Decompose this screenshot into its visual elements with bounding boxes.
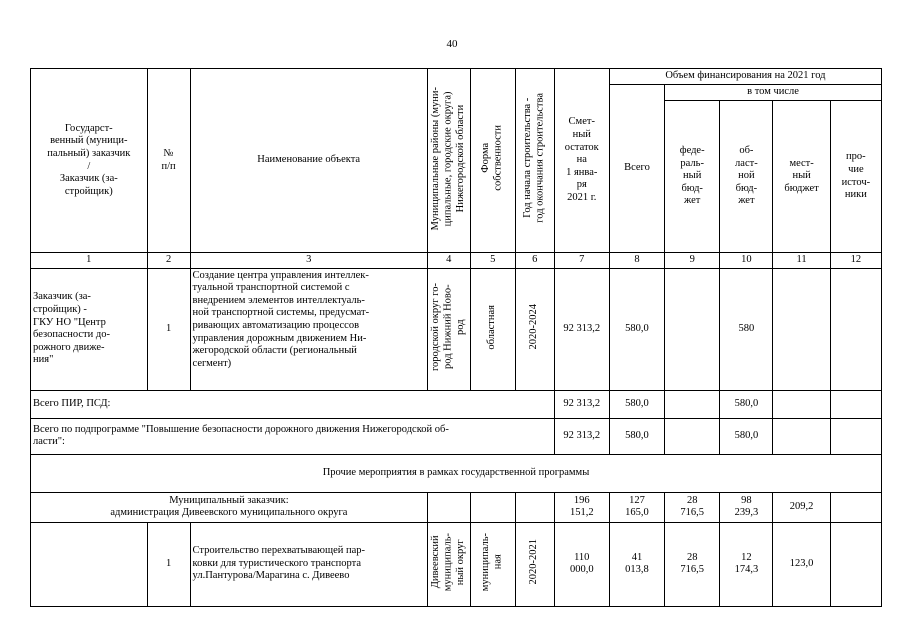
total-pir-balance: 92 313,2 — [554, 390, 609, 418]
total-pir-label: Всего ПИР, ПСД: — [31, 390, 555, 418]
row2-municipality: Дивеевский муниципаль- ный округ — [429, 532, 467, 591]
empty-cell — [427, 492, 470, 522]
empty-cell — [830, 492, 881, 522]
row2-ownership: муниципаль- ная — [480, 532, 504, 591]
row2-balance: 110 000,0 — [554, 522, 609, 606]
total-sub-label: Всего по подпрограмме "Повышение безопасности дорожного движения Нижегородской об- ласти": — [31, 418, 555, 454]
row2-years-cell — [515, 522, 554, 606]
header-financing: Объем финансирования на 2021 год — [609, 69, 881, 85]
row1-local — [773, 268, 830, 390]
row1-object: Создание центра управления интеллек- туальной транспортной системой с внедрением элементов интеллектуаль- ной транспортной системы, предусмат- ривающих автоматизацию процессов управления дорожным движением Ни- жегородской области (региональный сегмент) — [190, 268, 427, 390]
row1-municipality: городской округ го- род Нижний Ново- род — [429, 282, 467, 371]
header-local: мест- ный бюджет — [773, 101, 830, 253]
col-num: 7 — [554, 253, 609, 269]
col-num: 4 — [427, 253, 470, 269]
row1-federal — [665, 268, 720, 390]
row2-ownership-cell — [470, 522, 515, 606]
empty-cell — [31, 522, 148, 606]
col-num: 6 — [515, 253, 554, 269]
row2-total: 41 013,8 — [609, 522, 664, 606]
municipal-federal: 28 716,5 — [665, 492, 720, 522]
row1-other — [830, 268, 881, 390]
col-num: 9 — [665, 253, 720, 269]
col-num: 12 — [830, 253, 881, 269]
header-total: Всего — [609, 85, 664, 253]
header-other: про- чие источ- ники — [830, 101, 881, 253]
column-numbers-row — [31, 253, 882, 269]
section-row — [31, 454, 882, 492]
header-regional: об- ласт- ной бюд- жет — [720, 101, 773, 253]
header-ownership-cell — [470, 69, 515, 253]
header-ownership: Форма собственности — [480, 125, 504, 192]
section-title: Прочие мероприятия в рамках государственной программы — [31, 454, 882, 492]
row1-customer: Заказчик (за- стройщик) - ГКУ НО "Центр безопасности до- рожного движе- ния" — [31, 268, 148, 390]
row2-municipality-cell — [427, 522, 470, 606]
row2-federal: 28 716,5 — [665, 522, 720, 606]
table-row — [31, 418, 882, 454]
empty-cell — [665, 390, 720, 418]
table-row — [31, 492, 882, 522]
header-federal: феде- раль- ный бюд- жет — [665, 101, 720, 253]
header-balance: Смет- ный остаток на 1 янва- ря 2021 г. — [554, 69, 609, 253]
empty-cell — [665, 418, 720, 454]
row1-ownership: областная — [486, 304, 498, 350]
header-municipality-cell — [427, 69, 470, 253]
municipal-balance: 196 151,2 — [554, 492, 609, 522]
empty-cell — [773, 418, 830, 454]
header-years: Год начала строительства - год окончания строительства — [522, 93, 546, 224]
row1-total: 580,0 — [609, 268, 664, 390]
total-sub-total: 580,0 — [609, 418, 664, 454]
col-num: 1 — [31, 253, 148, 269]
total-sub-balance: 92 313,2 — [554, 418, 609, 454]
row2-regional: 12 174,3 — [720, 522, 773, 606]
row1-years-cell — [515, 268, 554, 390]
col-num: 3 — [190, 253, 427, 269]
empty-cell — [515, 492, 554, 522]
header-customer: Государст- венный (муници- пальный) заказчик / Заказчик (за- стройщик) — [31, 69, 148, 253]
municipal-local: 209,2 — [773, 492, 830, 522]
empty-cell — [830, 522, 881, 606]
row2-local: 123,0 — [773, 522, 830, 606]
header-num: № п/п — [147, 69, 190, 253]
row1-municipality-cell — [427, 268, 470, 390]
col-num: 11 — [773, 253, 830, 269]
row1-ownership-cell — [470, 268, 515, 390]
header-object-name: Наименование объекта — [190, 69, 427, 253]
col-num: 8 — [609, 253, 664, 269]
row1-num: 1 — [147, 268, 190, 390]
row1-balance: 92 313,2 — [554, 268, 609, 390]
row2-object: Строительство перехватывающей пар- ковки для туристического транспорта ул.Пантурова/Марагина с. Дивеево — [190, 522, 427, 606]
row1-years: 2020-2024 — [528, 304, 540, 350]
empty-cell — [830, 390, 881, 418]
row2-num: 1 — [147, 522, 190, 606]
table-row — [31, 522, 882, 606]
row1-regional: 580 — [720, 268, 773, 390]
empty-cell — [830, 418, 881, 454]
financing-table — [30, 68, 882, 607]
municipal-label: Муниципальный заказчик: администрация Дивеевского муниципального округа — [31, 492, 428, 522]
header-including: в том числе — [665, 85, 882, 101]
col-num: 10 — [720, 253, 773, 269]
municipal-regional: 98 239,3 — [720, 492, 773, 522]
table-row — [31, 390, 882, 418]
col-num: 2 — [147, 253, 190, 269]
total-pir-regional: 580,0 — [720, 390, 773, 418]
col-num: 5 — [470, 253, 515, 269]
header-years-cell — [515, 69, 554, 253]
empty-cell — [470, 492, 515, 522]
empty-cell — [773, 390, 830, 418]
header-municipality: Муниципальные районы (муни- ципальные, городские округа) Нижегородской области — [429, 86, 467, 230]
page-number: 40 — [446, 38, 458, 50]
municipal-total: 127 165,0 — [609, 492, 664, 522]
total-sub-regional: 580,0 — [720, 418, 773, 454]
row2-years: 2020-2021 — [528, 539, 540, 585]
table-row — [31, 268, 882, 390]
total-pir-total: 580,0 — [609, 390, 664, 418]
